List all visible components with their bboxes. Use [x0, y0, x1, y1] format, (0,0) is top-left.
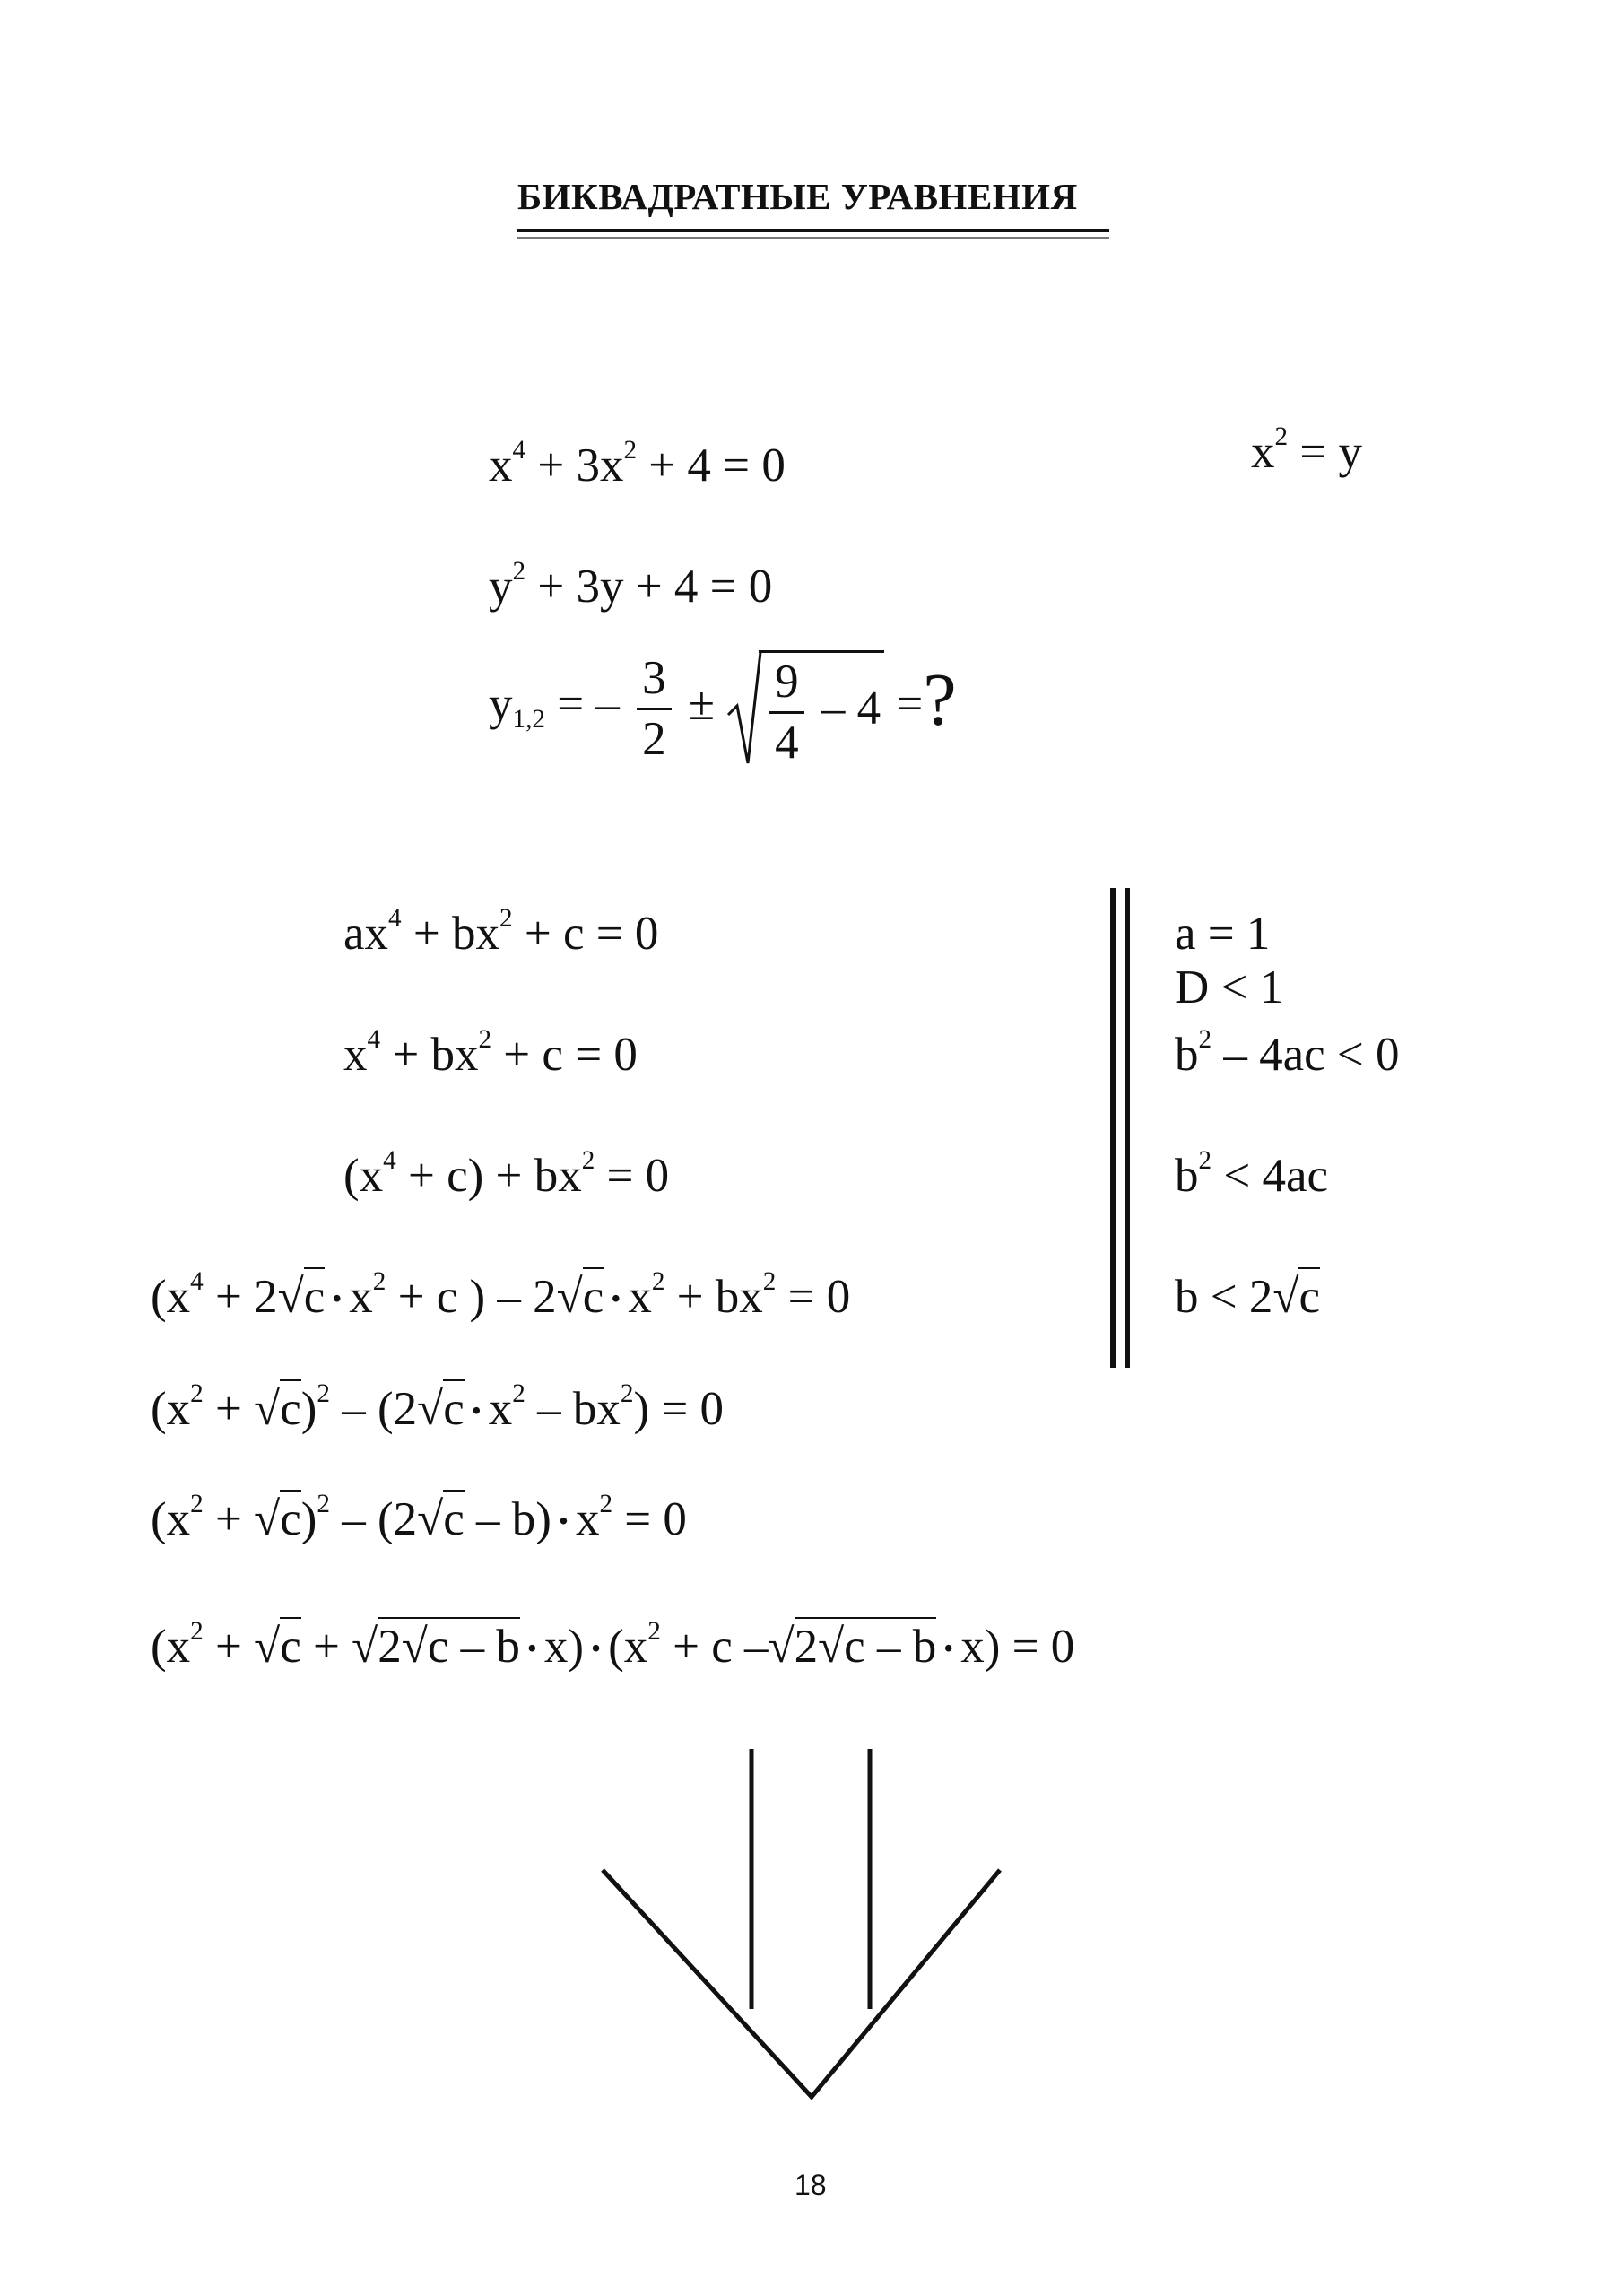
double-vertical-bar	[1107, 888, 1134, 1368]
condition-a-equals-1: a = 1	[1175, 908, 1271, 960]
general-equation-2: $x^4 + bx^2 + c = 0$	[343, 1025, 638, 1081]
substitution: $x^2 = y$	[1251, 422, 1362, 478]
condition-b2-lt-4ac: $b^2 < 4ac$	[1175, 1146, 1329, 1202]
page-title: БИКВАДРАТНЫЕ УРАВНЕНИЯ	[517, 176, 1078, 217]
square-root: $\frac{9}{4}$ – 4	[726, 650, 884, 767]
fraction-3-2: $\frac{3}{2}$	[637, 655, 672, 763]
general-equation-4: ($x^4 + 2√c$ • $x^2 + c$ ) – 2√c • $x^2 + bx^2 = 0$	[151, 1267, 851, 1323]
condition-b2-4ac: $b^2 - 4ac < 0$	[1175, 1025, 1400, 1081]
general-equation-1: $ax^4 + bx^2 + c = 0$	[343, 904, 659, 960]
title-underline	[517, 229, 1109, 232]
equation-3-roots: $y_{1,2}$ = – $\frac{3}{2}$ ± $\frac{9}{4}$ – 4 =?	[489, 651, 957, 769]
equation-1: $x^4 + 3x^2 + 4 = 0$	[489, 436, 786, 491]
down-arrow-icon	[592, 1749, 1013, 2108]
condition-b-lt-2sqrtc: b < 2√c	[1175, 1274, 1320, 1321]
condition-discriminant: D < 1	[1175, 961, 1284, 1013]
general-equation-3: $(x^4 + c) + bx^2 = 0$	[343, 1146, 670, 1202]
title-underline-thin	[517, 237, 1109, 239]
general-equation-5: $(x^2 + √c)^2 - (2√c$ • $x^2 - bx^2) = 0$	[151, 1379, 724, 1435]
general-equation-7: ($x^2 + √c + √2√c - b$ • x) • ($x^2 + c$ –√2√c – b • x) = 0	[151, 1617, 1075, 1673]
equation-2: $y^2 + 3y + 4 = 0$	[489, 557, 773, 613]
radical-sign-icon	[726, 650, 762, 767]
fraction-9-4: $\frac{9}{4}$	[769, 658, 804, 767]
general-equation-6: $(x^2 + √c)^2 - (2√c - b)$ • $x^2 = 0$	[151, 1490, 687, 1545]
page-number: 18	[795, 2169, 827, 2201]
